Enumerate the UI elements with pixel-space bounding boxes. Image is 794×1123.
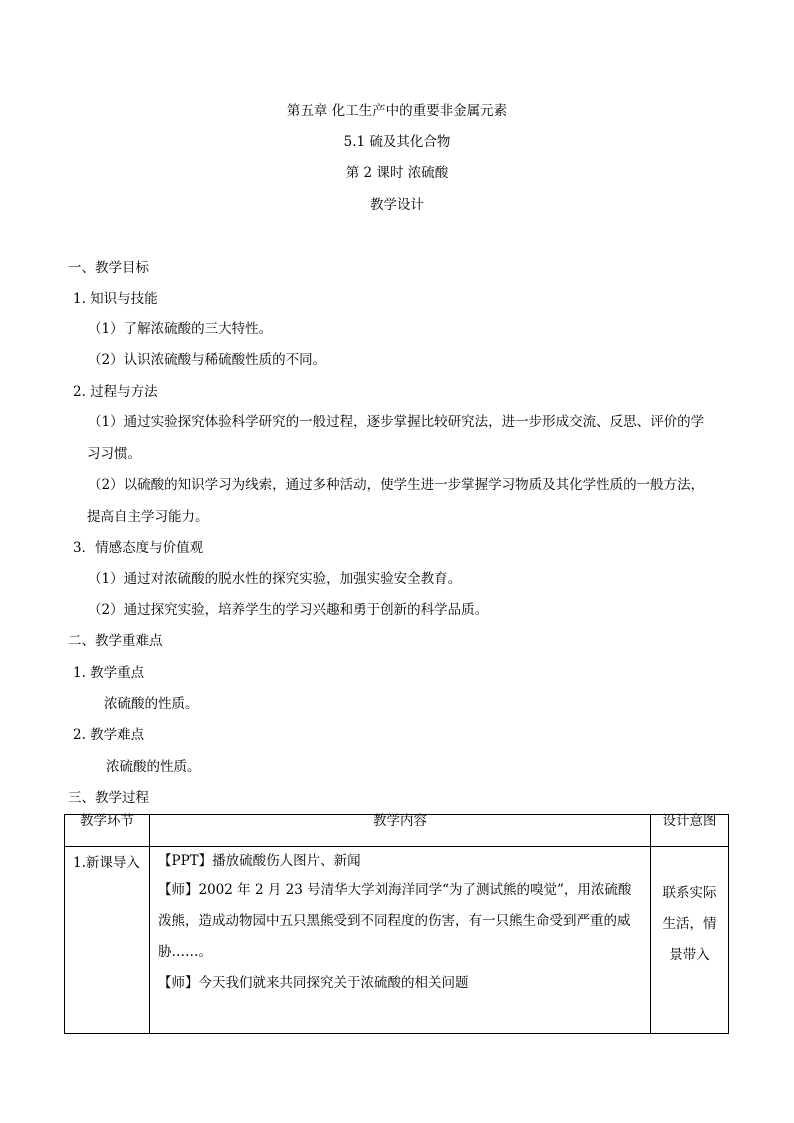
process-heading: 三、教学过程: [68, 790, 149, 806]
column-header-content: 教学内容: [150, 815, 651, 847]
stage-cell: 1.新课导入: [65, 847, 150, 1034]
content-line: 泼熊，造成动物园中五只黑熊受到不同程度的伤害，有一只熊生命受到严重的威: [158, 913, 631, 929]
difficulty-text: 浓硫酸的性质。: [106, 759, 201, 775]
process-item-line: （1）通过实验探究体验科学研究的一般过程，逐步掌握比较研究法，进一步形成交流、反思、评价的学: [88, 414, 705, 430]
lesson-title: 第 2 课时 浓硫酸: [345, 165, 449, 181]
attitude-title: 3．情感态度与价值观: [73, 540, 204, 556]
table-row: [65, 847, 729, 1034]
process-title: 2. 过程与方法: [73, 384, 158, 400]
teaching-process-table: [64, 814, 729, 1034]
attitude-item: （1）通过对浓硫酸的脱水性的探究实验，加强实验安全教育。: [88, 571, 462, 587]
column-header-stage: 教学环节: [65, 815, 150, 847]
content-line: 【PPT】播放硫酸伤人图片、新闻: [158, 853, 361, 869]
content-line: 【师】2002 年 2 月 23 号清华大学刘海洋同学“为了测试熊的嗅觉”，用浓硫酸: [158, 882, 632, 898]
column-header-intent: 设计意图: [651, 815, 729, 847]
intent-cell: [651, 847, 729, 1034]
focus-title: 1. 教学重点: [73, 665, 145, 681]
content-cell: [150, 847, 651, 1034]
process-item-line: 提高自主学习能力。: [87, 509, 209, 525]
table-header-row: [65, 815, 729, 847]
process-item-line: （2）以硫酸的知识学习为线索，通过多种活动，使学生进一步掌握学习物质及其化学性质的一般方法，: [88, 477, 705, 493]
knowledge-title: 1. 知识与技能: [73, 291, 158, 307]
objectives-heading: 一、教学目标: [68, 260, 149, 276]
section-title: 5.1 硫及其化合物: [343, 134, 451, 150]
knowledge-item: （2）认识浓硫酸与稀硫酸性质的不同。: [88, 352, 327, 368]
content-line: 【师】今天我们就来共同探究关于浓硫酸的相关问题: [158, 975, 469, 991]
focus-text: 浓硫酸的性质。: [104, 696, 199, 712]
document-type: 教学设计: [370, 197, 424, 213]
intent-line: 联系实际: [662, 885, 717, 901]
knowledge-item: （1）了解浓硫酸的三大特性。: [88, 321, 273, 337]
keypoints-heading: 二、教学重难点: [68, 633, 163, 649]
process-item-line: 习习惯。: [87, 446, 141, 462]
chapter-title: 第五章 化工生产中的重要非金属元素: [286, 103, 508, 119]
intent-line: 生活，情: [662, 916, 717, 932]
attitude-item: （2）通过探究实验，培养学生的学习兴趣和勇于创新的科学品质。: [88, 602, 489, 618]
difficulty-title: 2. 教学难点: [73, 727, 145, 743]
intent-line: 景带入: [669, 947, 710, 963]
content-line: 胁……。: [158, 944, 212, 960]
